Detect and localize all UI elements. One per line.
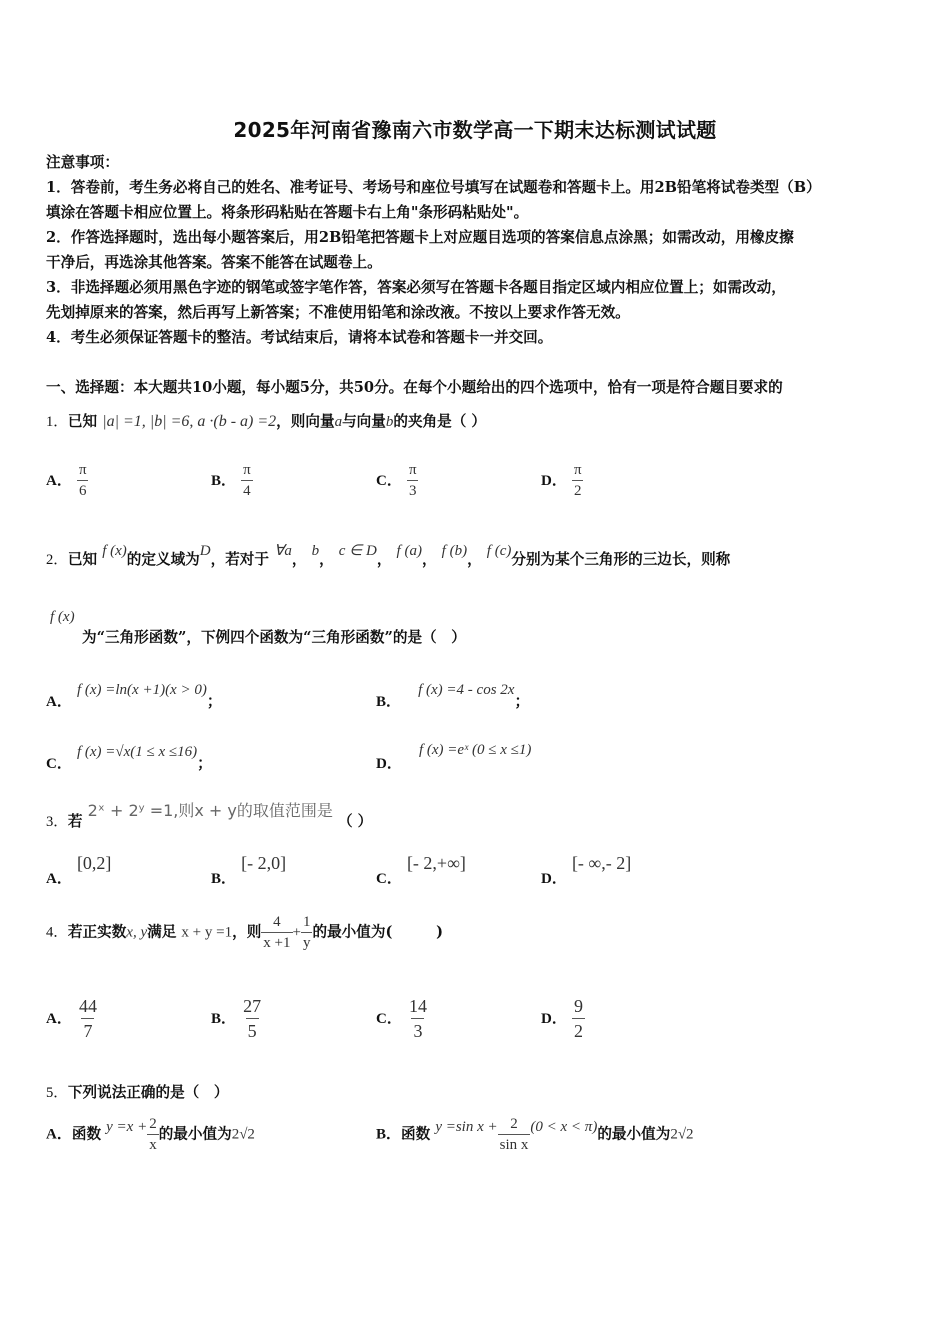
q1-option-d[interactable] <box>541 460 584 501</box>
q1-mid2: 与向量 <box>342 413 386 430</box>
fraction <box>301 912 313 953</box>
option-expression: f (x) =ln(x +1)(x > 0) <box>76 682 207 698</box>
q3-option-c[interactable] <box>376 853 466 887</box>
q4-text-1: 满足 <box>147 923 177 941</box>
numerator: π <box>243 462 251 478</box>
question-number: 5． <box>46 1085 68 1101</box>
notice-line-2: 填涂在答题卡相应位置上。将条形码粘贴在答题卡右上角"条形码粘贴处"。 <box>46 204 529 221</box>
q5b-text-1: 函数 <box>401 1125 431 1143</box>
plus-sign: + <box>292 924 301 941</box>
option-label: B． <box>211 473 237 489</box>
option-label: C． <box>376 1011 402 1027</box>
question-1 <box>46 410 486 431</box>
numerator: 9 <box>573 996 583 1016</box>
page-title: 2025年河南省豫南六市数学高一下期末达标测试试题 <box>233 118 717 142</box>
fraction <box>498 1114 531 1155</box>
q3-option-a[interactable] <box>46 853 112 887</box>
q4-variables: x, y <box>126 924 148 941</box>
option-label: D． <box>541 871 567 887</box>
denominator: sin x <box>498 1134 531 1155</box>
option-label: B． <box>376 694 402 710</box>
question-2 <box>46 543 731 569</box>
q4-option-a[interactable] <box>46 994 99 1043</box>
q3-option-b[interactable] <box>211 853 287 887</box>
fraction <box>241 460 253 501</box>
fraction <box>261 912 292 953</box>
q4-option-c[interactable] <box>376 994 429 1043</box>
numerator: 2 <box>149 1116 157 1132</box>
option-label: A． <box>46 871 72 887</box>
denominator: 3 <box>407 480 419 501</box>
q4-option-d[interactable] <box>541 994 585 1043</box>
q3-option-d[interactable] <box>541 853 632 887</box>
question-5 <box>46 1081 228 1102</box>
fraction <box>572 994 585 1043</box>
q1-option-c[interactable] <box>376 460 419 501</box>
notice-line-3: 2．作答选择题时，选出每小题答案后，用2B铅笔把答题卡上对应题目选项的答案信息点涂黑；如需改动，用橡皮擦 <box>46 229 794 246</box>
q1-mid: ，则向量 <box>276 413 335 430</box>
fraction <box>407 460 419 501</box>
option-expression: [0,2] <box>76 853 112 873</box>
q2-text-4: 为“三角形函数”，下例四个函数为“三角形函数”的是（ ） <box>82 629 466 646</box>
q1-vector-b: b <box>385 414 394 430</box>
fraction <box>241 994 263 1043</box>
denominator: 6 <box>77 480 89 501</box>
q4-text-2: ，则 <box>232 923 262 941</box>
numerator: π <box>78 462 87 478</box>
q2-fb: f (b) <box>441 543 468 559</box>
q5-option-b[interactable] <box>376 1114 694 1155</box>
q3-post: （ ） <box>337 813 373 830</box>
notice-line-5: 3．非选择题必须用黑色字迹的钢笔或签字笔作答，答案必须写在答题卡各题目指定区域内相应位置上；如需改动， <box>46 279 786 296</box>
q4-pre: 若正实数 <box>67 923 127 941</box>
q1-option-b[interactable] <box>211 460 253 501</box>
q5b-condition: (0 < x < π) <box>530 1118 598 1135</box>
option-label: C． <box>376 473 402 489</box>
question-4 <box>46 912 443 953</box>
q2-fc: f (c) <box>486 543 512 559</box>
q2-comma: ， <box>376 551 392 568</box>
q1-post: 的夹角是（ ） <box>393 413 487 430</box>
q5a-text-1: 函数 <box>71 1125 102 1143</box>
option-expression: f (x) =4 - cos 2x <box>418 682 515 698</box>
option-label: C． <box>376 871 402 887</box>
q2-option-a[interactable] <box>46 678 222 710</box>
question-3 <box>46 801 373 831</box>
option-tail: ； <box>206 694 222 710</box>
option-label: D． <box>376 756 402 772</box>
numerator: 2 <box>510 1116 518 1132</box>
q1-pre: 已知 <box>67 413 98 430</box>
question-number: 4． <box>46 924 68 941</box>
q2-domain: D <box>199 543 211 559</box>
q2-fx-2: f (x) <box>50 609 75 625</box>
option-expression: f (x) =eˣ (0 ≤ x ≤1) <box>418 742 532 758</box>
option-label: D． <box>541 1011 567 1027</box>
q5a-text-2: 的最小值为 <box>158 1125 232 1143</box>
q2-text-3: 分别为某个三角形的三边长，则称 <box>511 551 731 568</box>
option-label: B． <box>376 1126 402 1143</box>
option-label: B． <box>211 1011 237 1027</box>
numerator: 4 <box>273 914 281 930</box>
fraction <box>572 460 584 501</box>
fraction <box>77 460 89 501</box>
q5-pre: 下列说法正确的是（ ） <box>67 1084 229 1101</box>
q1-expression: |a| =1, |b| =6, a ·(b - a) =2 <box>102 413 277 430</box>
option-label: D． <box>541 473 567 489</box>
notice-heading: 注意事项： <box>46 154 119 171</box>
numerator: π <box>408 462 417 478</box>
denominator: x +1 <box>261 932 292 953</box>
q2-b: b <box>311 543 320 559</box>
option-label: A． <box>46 1011 72 1027</box>
q5b-value: 2√2 <box>670 1126 694 1143</box>
notice-line-4: 干净后，再选涂其他答案。答案不能答在试题卷上。 <box>46 254 382 271</box>
q5b-text-2: 的最小值为 <box>597 1125 671 1143</box>
q2-c-in-d: c ∈ D <box>338 543 377 559</box>
q2-comma: ， <box>421 551 437 568</box>
q5-option-a[interactable] <box>46 1114 255 1155</box>
option-expression: [- 2,+∞] <box>406 853 466 873</box>
question-2-line-2 <box>46 609 466 659</box>
question-number: 1． <box>46 414 68 430</box>
option-expression: f (x) =√x(1 ≤ x ≤16) <box>76 744 198 760</box>
option-label: A． <box>46 694 72 710</box>
numerator: 44 <box>78 996 97 1016</box>
q5a-value: 2√2 <box>231 1126 255 1143</box>
option-expression: [- ∞,- 2] <box>571 853 632 873</box>
option-tail: ； <box>197 756 213 772</box>
notice-line-1: 1．答卷前，考生务必将自己的姓名、准考证号、考场号和座位号填写在试题卷和答题卡上。用2B铅笔将试卷类型（B） <box>46 179 821 196</box>
option-expression: [- 2,0] <box>241 853 287 873</box>
q2-pre: 已知 <box>67 551 98 568</box>
q2-comma: ， <box>319 551 334 568</box>
q2-option-b[interactable] <box>376 678 530 710</box>
question-number: 2． <box>46 552 68 568</box>
fraction <box>77 994 99 1043</box>
denominator: 2 <box>572 1018 585 1043</box>
fraction <box>147 1114 159 1155</box>
q2-comma: ， <box>467 551 482 568</box>
option-label: A． <box>46 1126 72 1143</box>
denominator: 2 <box>572 480 584 501</box>
q1-vector-a: a <box>334 414 343 430</box>
q2-text-1: 的定义域为 <box>126 551 200 568</box>
numerator: 1 <box>302 914 311 930</box>
numerator: 14 <box>408 996 427 1016</box>
numerator: 27 <box>243 996 262 1016</box>
q2-option-d[interactable] <box>376 738 532 772</box>
q2-forall: ∀a <box>274 543 292 559</box>
q2-comma: ， <box>291 551 307 568</box>
section-heading: 一、选择题：本大题共10小题，每小题5分，共50分。在每个小题给出的四个选项中，恰有一项是符合题目要求的 <box>46 379 783 396</box>
denominator: 3 <box>411 1018 424 1043</box>
q1-option-a[interactable] <box>46 460 89 501</box>
option-label: B． <box>211 871 237 887</box>
denominator: x <box>147 1134 159 1155</box>
question-number: 3． <box>46 814 68 830</box>
denominator: 5 <box>246 1018 259 1043</box>
q5a-expression: y =x + <box>106 1118 148 1135</box>
q4-post: 的最小值为( ) <box>312 923 444 941</box>
denominator: 7 <box>81 1018 94 1043</box>
numerator: π <box>573 462 582 478</box>
denominator: 4 <box>241 480 253 501</box>
notice-line-6: 先划掉原来的答案，然后再写上新答案；不准使用铅笔和涂改液。不按以上要求作答无效。 <box>46 304 630 321</box>
q2-fx: f (x) <box>102 543 127 559</box>
denominator: y <box>301 932 313 953</box>
notice-line-7: 4．考生必须保证答题卡的整洁。考试结束后，请将本试卷和答题卡一并交回。 <box>46 329 553 346</box>
q4-condition: x + y =1 <box>181 924 233 941</box>
fraction <box>407 994 429 1043</box>
q5b-expression: y =sin x + <box>435 1118 498 1135</box>
option-label: C． <box>46 756 72 772</box>
q2-option-c[interactable] <box>46 740 213 772</box>
q3-expression: 2ˣ + 2ʸ =1,则x + y的取值范围是 <box>87 801 333 820</box>
q2-fa: f (a) <box>396 543 422 559</box>
option-tail: ； <box>514 694 530 710</box>
q4-option-b[interactable] <box>211 994 263 1043</box>
q3-pre: 若 <box>67 813 83 830</box>
q2-text-2: ，若对于 <box>210 551 269 568</box>
option-label: A． <box>46 473 72 489</box>
